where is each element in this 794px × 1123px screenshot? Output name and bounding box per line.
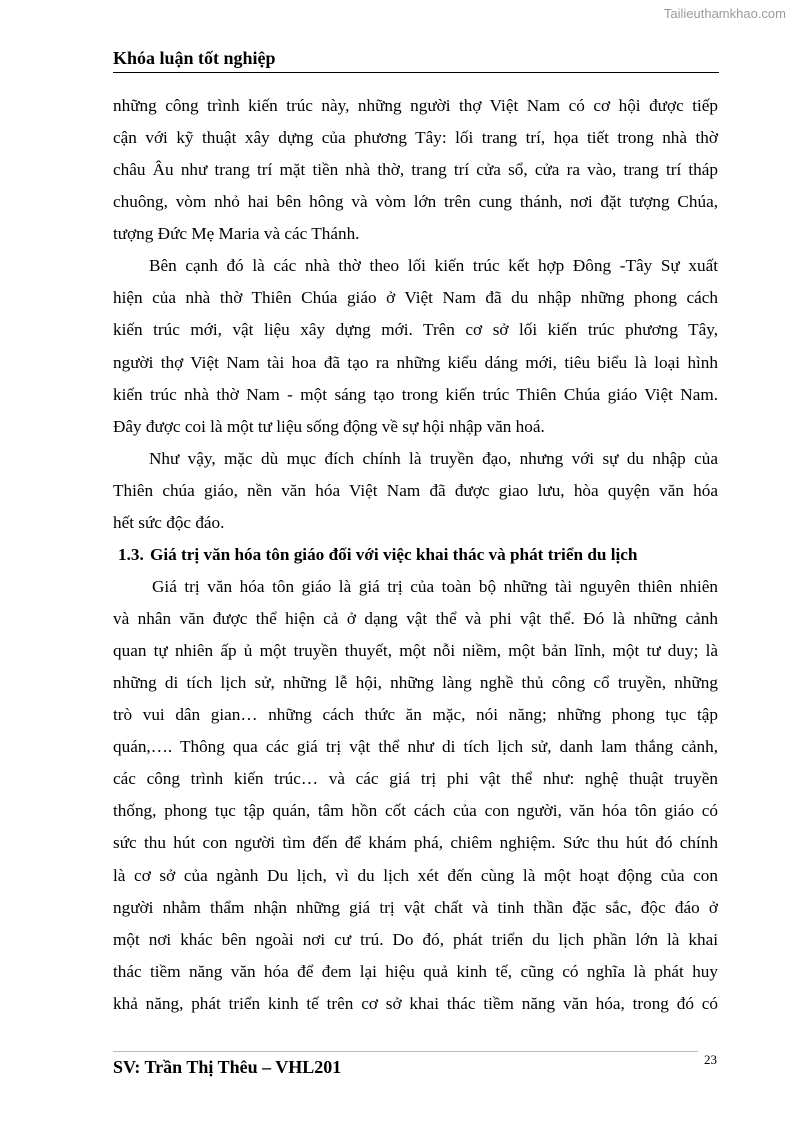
text-line: một nơi khác bên ngoài nơi cư trú. Do đó, phát triển du lịch phần lớn là khai (113, 929, 718, 949)
text-line: sức thu hút con người tìm đến để khám phá, chiêm nghiệm. Sức thu hút đó chính (113, 833, 718, 853)
text-line: những công trình kiến trúc này, những người thợ Việt Nam có cơ hội được tiếp (113, 96, 718, 115)
text-line: chuông, vòm nhỏ hai bên hông và vòm lớn trên cung thánh, nơi đặt tượng Chúa, (113, 192, 718, 212)
running-header: Khóa luận tốt nghiệp (113, 48, 719, 73)
watermark: Tailieuthamkhao.com (663, 6, 786, 21)
text-line: quán,…. Thông qua các giá trị vật thể như di tích lịch sử, danh lam thắng cảnh, (113, 737, 718, 757)
text-line: kiến trúc mới, vật liệu xây dựng mới. Trên cơ sở lối kiến trúc phương Tây, (113, 320, 718, 340)
text-line: và nhân văn được thể hiện cả ở dạng vật thể và phi vật thể. Đó là những cảnh (113, 609, 718, 628)
text-line: Thiên chúa giáo, nền văn hóa Việt Nam đã được giao lưu, hòa quyện văn hóa (113, 480, 718, 500)
text-line: trò vui dân gian… những cách thức ăn mặc, nói năng; những phong tục tập (113, 705, 718, 725)
section-number: 1.3. (118, 544, 144, 564)
text-line: châu Âu như trang trí mặt tiền nhà thờ, trang trí cửa sổ, cửa ra vào, trang trí tháp (113, 160, 718, 180)
text-line: cận với kỹ thuật xây dựng của phương Tây: lối trang trí, họa tiết trong nhà thờ (113, 128, 718, 148)
text-line: Đây được coi là một tư liệu sống động về sự hội nhập văn hoá. (113, 416, 545, 436)
text-line: các công trình kiến trúc… và các giá trị phi vật thể như: nghệ thuật truyền (113, 769, 718, 789)
section-heading (113, 539, 718, 571)
text-line: Bên cạnh đó là các nhà thờ theo lối kiến trúc kết hợp Đông -Tây Sự xuất (149, 256, 718, 276)
text-line: kiến trúc nhà thờ Nam - một sáng tạo trong kiến trúc Thiên Chúa giáo Việt Nam. (113, 384, 718, 404)
text-line: Giá trị văn hóa tôn giáo là giá trị của toàn bộ những tài nguyên thiên nhiên (152, 576, 718, 596)
text-line: hiện của nhà thờ Thiên Chúa giáo ở Việt Nam đã du nhập những phong cách (113, 288, 718, 308)
text-line: khả năng, phát triển kinh tế trên cơ sở khai thác tiềm năng văn hóa, trong đó có (113, 993, 718, 1013)
text-line: những di tích lịch sử, những lễ hội, những làng nghề thủ công cổ truyền, những (113, 673, 718, 693)
text-line: là cơ sở của ngành Du lịch, vì du lịch xét đến cùng là một hoạt động của con (113, 865, 718, 885)
section-title: Giá trị văn hóa tôn giáo đối với việc khai thác và phát triển du lịch (150, 544, 638, 564)
footer-student: SV: Trần Thị Thêu – VHL201 (113, 1057, 342, 1077)
text-line: người thợ Việt Nam tài hoa đã tạo ra những kiểu dáng mới, tiêu biểu là loại hình (113, 352, 718, 372)
text-line: quan tự nhiên ấp ủ một truyền thuyết, một nỗi niềm, một bản lĩnh, một tư duy; là (113, 641, 718, 661)
text-line: người nhằm thẩm nhận những giá trị vật chất và tinh thần đặc sắc, độc đáo ở (113, 897, 718, 917)
body-text (113, 90, 718, 1020)
page-number: 23 (704, 1052, 717, 1067)
text-line: tượng Đức Mẹ Maria và các Thánh. (113, 224, 360, 244)
text-line: thác tiềm năng văn hóa để đem lại hiệu quả kinh tế, cũng có nghĩa là phát huy (113, 961, 718, 981)
text-line: hết sức độc đáo. (113, 512, 225, 532)
footer-divider (113, 1051, 698, 1052)
text-line: Như vậy, mặc dù mục đích chính là truyền đạo, nhưng với sự du nhập của (149, 448, 718, 468)
text-line: thống, phong tục tập quán, tâm hồn cốt cách của con người, văn hóa tôn giáo có (113, 801, 718, 821)
